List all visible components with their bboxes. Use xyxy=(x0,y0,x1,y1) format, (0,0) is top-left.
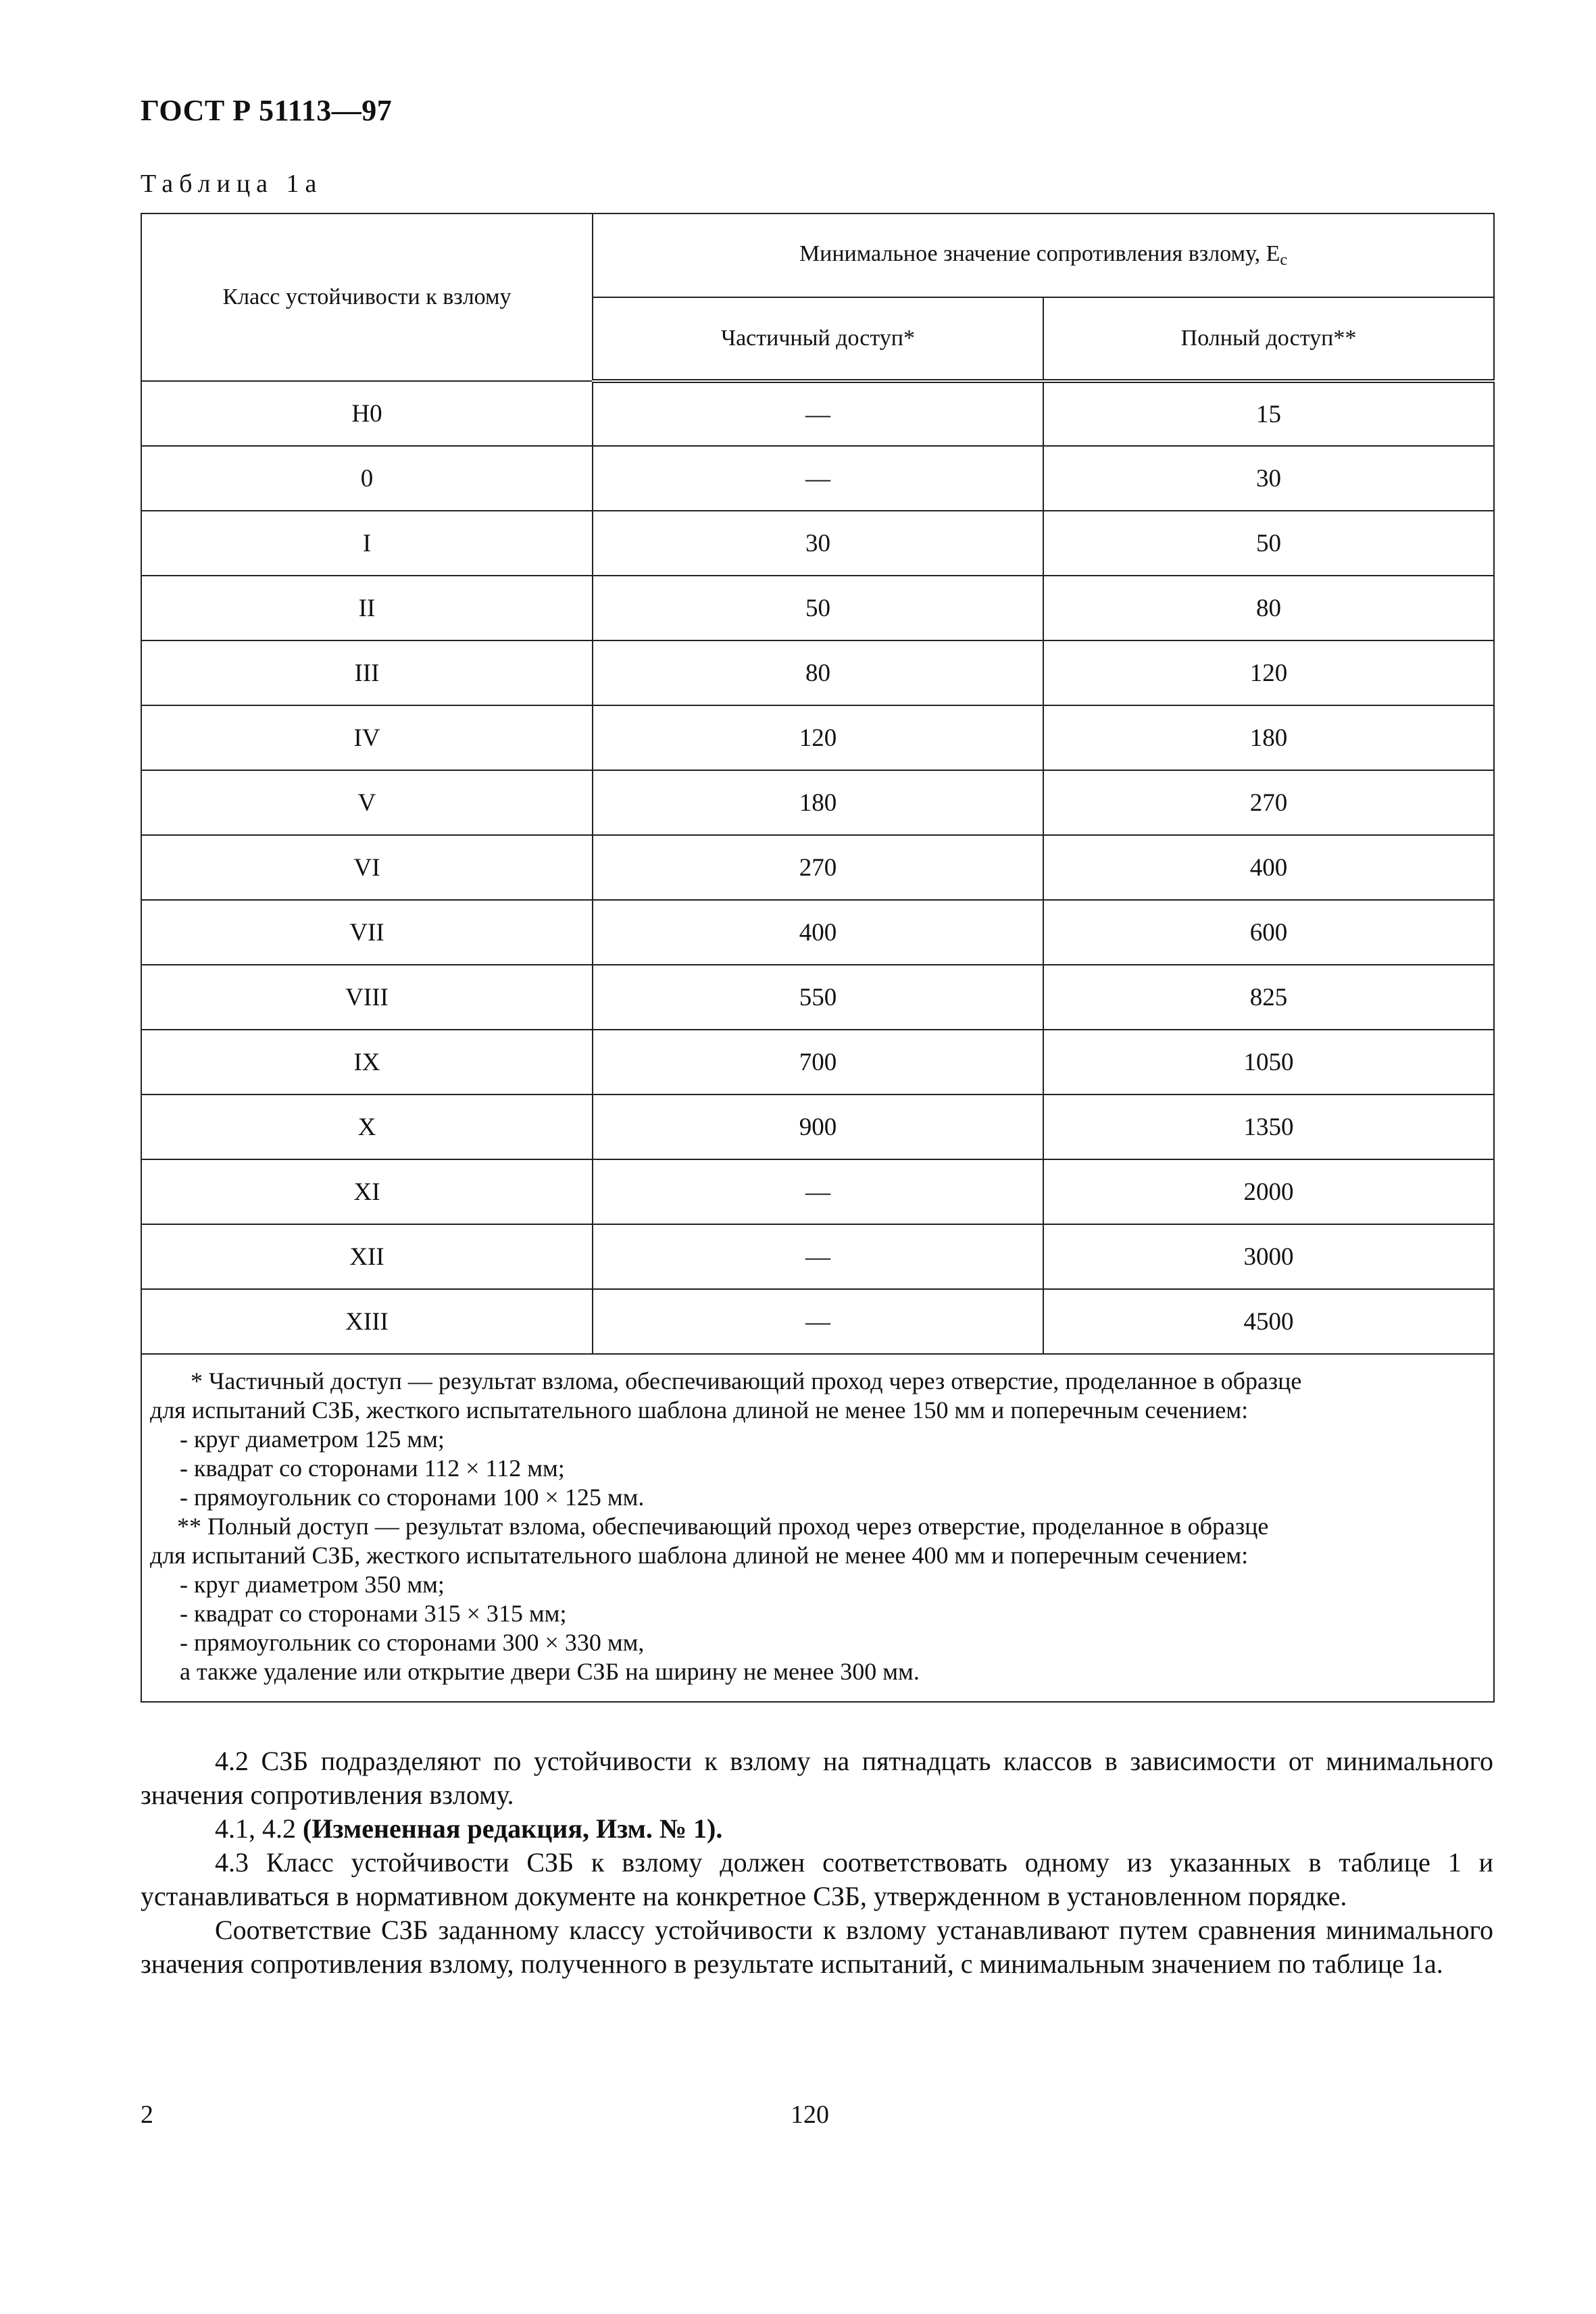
amendment-note: (Измененная редакция, Изм. № 1). xyxy=(303,1813,723,1844)
footnote-line: - круг диаметром 350 мм; xyxy=(180,1571,445,1598)
table-row xyxy=(141,1224,1494,1289)
cell-partial: 80 xyxy=(593,640,1043,705)
cell-partial: — xyxy=(593,1224,1043,1289)
cell-full: 600 xyxy=(1043,900,1494,965)
cell-partial: 400 xyxy=(593,900,1043,965)
table-row xyxy=(141,511,1494,576)
cell-class: Н0 xyxy=(141,381,593,446)
header-min-value-subscript: c xyxy=(1280,251,1288,269)
cell-partial: 550 xyxy=(593,965,1043,1030)
cell-partial: 270 xyxy=(593,835,1043,900)
cell-partial: 120 xyxy=(593,705,1043,770)
cell-full: 120 xyxy=(1043,640,1494,705)
cell-class: V xyxy=(141,770,593,835)
page-number-left: 2 xyxy=(141,2101,153,2129)
cell-partial: — xyxy=(593,1159,1043,1224)
table-row xyxy=(141,770,1494,835)
cell-full: 15 xyxy=(1043,381,1494,446)
cell-class: X xyxy=(141,1095,593,1159)
table-caption: Таблица 1а xyxy=(141,170,323,198)
cell-class: XIII xyxy=(141,1289,593,1354)
cell-full: 80 xyxy=(1043,576,1494,640)
table-row xyxy=(141,965,1494,1030)
footnote-line: ** Полный доступ — результат взлома, обеспечивающий проход через отверстие, проделанное в образце xyxy=(177,1513,1269,1540)
paragraph-amendment xyxy=(141,1812,1493,1846)
cell-class: XII xyxy=(141,1224,593,1289)
resistance-class-table xyxy=(141,213,1495,1703)
table-row xyxy=(141,1095,1494,1159)
cell-full: 3000 xyxy=(1043,1224,1494,1289)
table-row xyxy=(141,900,1494,965)
table-row xyxy=(141,835,1494,900)
table-footnotes xyxy=(141,1354,1494,1702)
table-row xyxy=(141,381,1494,446)
footnote-line: * Частичный доступ — результат взлома, обеспечивающий проход через отверстие, проделанное в образце xyxy=(191,1367,1302,1394)
cell-partial: — xyxy=(593,446,1043,511)
cell-full: 400 xyxy=(1043,835,1494,900)
cell-class: I xyxy=(141,511,593,576)
body-text xyxy=(141,1744,1493,1981)
table-row xyxy=(141,1289,1494,1354)
paragraph-compliance: Соответствие СЗБ заданному классу устойчивости к взлому устанавливают путем сравнения минимального значения сопротивления взлому, полученного в результате испытаний, с минимальным значением по таблице 1а. xyxy=(141,1915,1493,1979)
cell-partial: — xyxy=(593,1289,1043,1354)
amendment-prefix: 4.1, 4.2 xyxy=(215,1813,303,1844)
paragraph-4-3: 4.3 Класс устойчивости СЗБ к взлому должен соответствовать одному из указанных в таблице 1 и устанавливаться в нормативном документе на конкретное СЗБ, утвержденном в установленном порядке. xyxy=(141,1847,1493,1911)
table-row xyxy=(141,446,1494,511)
cell-class: IV xyxy=(141,705,593,770)
footnote-line: - прямоугольник со сторонами 300 × 330 мм, xyxy=(180,1629,645,1656)
cell-class: VI xyxy=(141,835,593,900)
header-min-value: Минимальное значение сопротивления взлому, $E_c$ xyxy=(593,213,1494,297)
cell-full: 180 xyxy=(1043,705,1494,770)
footnote-line: а также удаление или открытие двери СЗБ на ширину не менее 300 мм. xyxy=(180,1658,920,1685)
cell-class: III xyxy=(141,640,593,705)
table-row xyxy=(141,705,1494,770)
cell-class: II xyxy=(141,576,593,640)
cell-full: 270 xyxy=(1043,770,1494,835)
cell-class: IX xyxy=(141,1030,593,1095)
cell-full: 1050 xyxy=(1043,1030,1494,1095)
footnote-line: - круг диаметром 125 мм; xyxy=(180,1426,445,1453)
footnote-line: для испытаний СЗБ, жесткого испытательного шаблона длиной не менее 400 мм и поперечным сечением: xyxy=(150,1542,1249,1569)
page-number-center: 120 xyxy=(791,2101,829,2129)
table-row xyxy=(141,1159,1494,1224)
standard-designation: ГОСТ Р 51113—97 xyxy=(141,94,393,127)
paragraph-4-2: 4.2 СЗБ подразделяют по устойчивости к взлому на пятнадцать классов в зависимости от минимального значения сопротивления взлому. xyxy=(141,1746,1493,1810)
footnote-line: - квадрат со сторонами 315 × 315 мм; xyxy=(180,1600,567,1627)
cell-class: 0 xyxy=(141,446,593,511)
table-row xyxy=(141,576,1494,640)
cell-full: 2000 xyxy=(1043,1159,1494,1224)
table-row xyxy=(141,640,1494,705)
footnote-line: - прямоугольник со сторонами 100 × 125 мм. xyxy=(180,1484,645,1511)
header-partial-access: Частичный доступ* xyxy=(593,297,1043,381)
cell-class: VIII xyxy=(141,965,593,1030)
cell-partial: 700 xyxy=(593,1030,1043,1095)
header-full-access: Полный доступ** xyxy=(1043,297,1494,381)
cell-partial: 50 xyxy=(593,576,1043,640)
cell-partial: — xyxy=(593,381,1043,446)
table-row xyxy=(141,1030,1494,1095)
cell-full: 825 xyxy=(1043,965,1494,1030)
cell-full: 1350 xyxy=(1043,1095,1494,1159)
cell-full: 30 xyxy=(1043,446,1494,511)
header-class: Класс устойчивости к взлому xyxy=(141,213,593,381)
cell-partial: 900 xyxy=(593,1095,1043,1159)
cell-class: VII xyxy=(141,900,593,965)
cell-partial: 180 xyxy=(593,770,1043,835)
cell-class: XI xyxy=(141,1159,593,1224)
cell-full: 50 xyxy=(1043,511,1494,576)
footnote-line: - квадрат со сторонами 112 × 112 мм; xyxy=(180,1455,565,1482)
footnote-line: для испытаний СЗБ, жесткого испытательного шаблона длиной не менее 150 мм и поперечным сечением: xyxy=(150,1397,1249,1424)
cell-partial: 30 xyxy=(593,511,1043,576)
cell-full: 4500 xyxy=(1043,1289,1494,1354)
